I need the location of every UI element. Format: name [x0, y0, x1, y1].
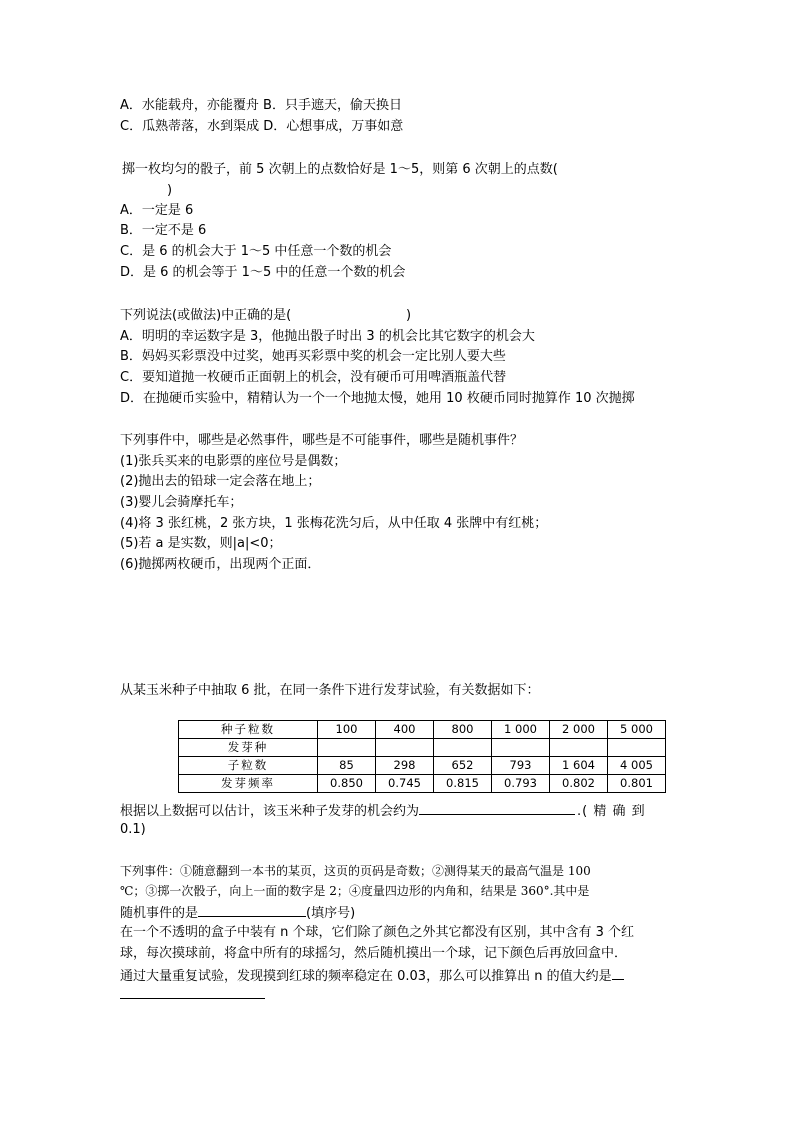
- q3-stem: 下列说法(或做法)中正确的是(: [120, 308, 292, 323]
- table-cell: 0.850: [318, 775, 376, 793]
- q2-option-a: A．一定是 6: [120, 203, 194, 218]
- q7-answer-prompt: 通过大量重复试验，发现摸到红球的频率稳定在 0.03，那么可以推算出 n 的值大约是: [120, 969, 612, 984]
- table-cell: 2 000: [550, 721, 608, 739]
- q6-line-2: ℃；③掷一次骰子，向上一面的数字是 2；④度量四边形的内角和，结果是 360°.其中是: [120, 884, 590, 898]
- q7-answer-blank[interactable]: [120, 998, 265, 999]
- q6-answer-blank[interactable]: [198, 902, 306, 917]
- q5-precision-line-2: 0.1): [120, 822, 146, 837]
- q2-option-c: C．是 6 的机会大于 1～5 中任意一个数的机会: [120, 244, 392, 259]
- q7-line-2: 球，每次摸球前，将盒中所有的球摇匀，然后随机摸出一个球，记下颜色后再放回盒中．: [120, 946, 628, 961]
- q3-option-d: D．在抛硬币实验中，精精认为一个一个地抛太慢，她用 10 枚硬币同时抛算作 10 次抛掷: [120, 391, 635, 406]
- table-row: [179, 721, 666, 739]
- table-cell-empty: [318, 739, 376, 757]
- table-cell: 400: [376, 721, 434, 739]
- q4-item-6: (6)抛掷两枚硬币，出现两个正面．: [120, 557, 321, 572]
- table-cell-label: 发芽种: [179, 739, 318, 757]
- q2-stem: 掷一枚均匀的骰子，前 5 次朝上的点数恰好是 1～5，则第 6 次朝上的点数(: [122, 162, 558, 177]
- table-cell-label: 种子粒数: [179, 721, 318, 739]
- germination-table: [178, 720, 666, 793]
- q3-option-c: C．要知道抛一枚硬币正面朝上的机会，没有硬币可用啤酒瓶盖代替: [120, 370, 507, 385]
- table-row: [179, 775, 666, 793]
- table-cell-empty: [550, 739, 608, 757]
- table-cell: 1 000: [492, 721, 550, 739]
- q6-line-3: [120, 902, 355, 923]
- q7-answer-blank-start[interactable]: [612, 965, 624, 980]
- q2-option-d: D．是 6 的机会等于 1～5 中的任意一个数的机会: [120, 265, 406, 280]
- table-cell: 85: [318, 757, 376, 775]
- q3-paren-close: ): [406, 308, 412, 323]
- q5-estimate-text: 根据以上数据可以估计，该玉米种子发芽的机会约为: [120, 804, 420, 819]
- q4-item-5: (5)若 a 是实数，则|a|<0；: [120, 536, 282, 551]
- table-cell-empty: [608, 739, 666, 757]
- q4-item-4: (4)将 3 张红桃，2 张方块，1 张梅花洗匀后，从中任取 4 张牌中有红桃；: [120, 516, 548, 531]
- q2-paren-close: ): [167, 183, 173, 198]
- q6-answer-prompt: 随机事件的是: [120, 906, 199, 921]
- q4-stem: 下列事件中，哪些是必然事件，哪些是不可能事件，哪些是随机事件？: [120, 433, 524, 448]
- q7-line-3: [120, 965, 624, 986]
- q7-line-1: 在一个不透明的盒子中装有 n 个球，它们除了颜色之外其它都没有区别，其中含有 3 个红: [120, 925, 635, 940]
- q1-options-line-1: A．水能载舟，亦能覆舟 B．只手遮天，偷天换日: [120, 98, 402, 113]
- table-cell: 298: [376, 757, 434, 775]
- table-cell-empty: [376, 739, 434, 757]
- table-cell: 0.801: [608, 775, 666, 793]
- table-cell-label: 子粒数: [179, 757, 318, 775]
- q5-answer-blank[interactable]: [419, 800, 575, 815]
- q4-item-1: (1)张兵买来的电影票的座位号是偶数；: [120, 454, 347, 469]
- table-cell: 0.802: [550, 775, 608, 793]
- table-cell: 4 005: [608, 757, 666, 775]
- q6-fill-hint: (填序号): [306, 906, 356, 921]
- q6-line-1: 下列事件：①随意翻到一本书的某页，这页的页码是奇数；②测得某天的最高气温是 100: [120, 864, 591, 878]
- q5-stem: 从某玉米种子中抽取 6 批，在同一条件下进行发芽试验，有关数据如下：: [120, 683, 540, 698]
- q5-estimate-line: [120, 800, 646, 821]
- q4-item-2: (2)抛出去的铅球一定会落在地上；: [120, 474, 321, 489]
- table-cell-label: 发芽频率: [179, 775, 318, 793]
- q3-option-a: A．明明的幸运数字是 3，他抛出骰子时出 3 的机会比其它数字的机会大: [120, 329, 535, 344]
- q1-options-line-2: C．瓜熟蒂落，水到渠成 D．心想事成，万事如意: [120, 119, 404, 134]
- table-cell-empty: [492, 739, 550, 757]
- table-cell: 100: [318, 721, 376, 739]
- table-cell: 5 000: [608, 721, 666, 739]
- q2-option-b: B．一定不是 6: [120, 223, 207, 238]
- table-cell: 1 604: [550, 757, 608, 775]
- q5-precision-text: .( 精 确 到: [577, 804, 646, 819]
- table-row: [179, 757, 666, 775]
- table-cell-empty: [434, 739, 492, 757]
- table-cell: 652: [434, 757, 492, 775]
- table-cell: 0.815: [434, 775, 492, 793]
- table-row: [179, 739, 666, 757]
- table-cell: 793: [492, 757, 550, 775]
- table-cell: 0.745: [376, 775, 434, 793]
- q4-item-3: (3)婴儿会骑摩托车；: [120, 495, 243, 510]
- table-cell: 800: [434, 721, 492, 739]
- table-cell: 0.793: [492, 775, 550, 793]
- q3-option-b: B．妈妈买彩票没中过奖，她再买彩票中奖的机会一定比别人要大些: [120, 349, 506, 364]
